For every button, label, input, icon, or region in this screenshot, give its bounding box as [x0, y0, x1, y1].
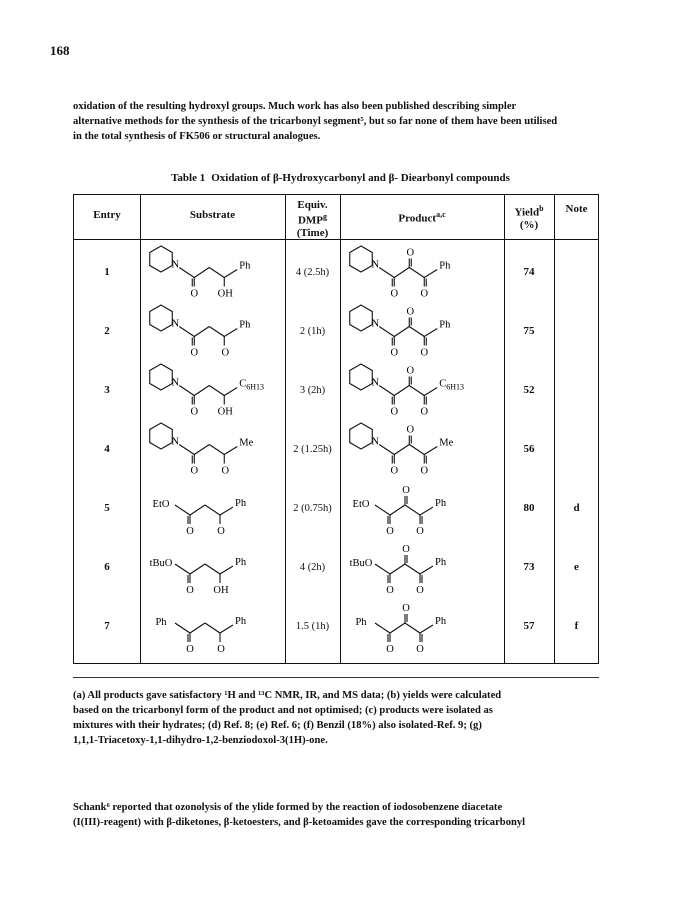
substituent-label: O — [221, 347, 230, 359]
bond — [405, 505, 420, 515]
note-ref — [554, 420, 599, 478]
yield-value: 52 — [523, 384, 535, 396]
header-equiv-line3: (Time) — [296, 226, 329, 239]
substituent-label: O — [221, 465, 230, 477]
bond — [420, 625, 433, 633]
note-ref — [554, 302, 599, 360]
table-row — [74, 361, 598, 419]
oxygen-label: O — [190, 406, 199, 418]
bond — [179, 268, 194, 278]
oxygen-label: O — [420, 406, 429, 418]
substituent-label: OH — [217, 406, 233, 418]
bond — [194, 268, 209, 278]
nitrogen-label: N — [371, 259, 380, 271]
note-ref — [554, 243, 599, 301]
substituent-label: O — [217, 526, 225, 537]
header-equiv-line2: DMP$^g$ — [297, 212, 328, 227]
subscript: 6H13 — [246, 382, 265, 392]
oxygen-label: O — [190, 347, 199, 359]
substituent-left: EtO — [352, 499, 370, 510]
bond — [209, 386, 224, 396]
substituent-right: $C_{6H13}$ — [439, 378, 465, 392]
substituent-left: Ph — [155, 617, 167, 628]
bond — [405, 623, 420, 633]
product-structure — [341, 538, 503, 601]
equiv-time: 2 (1.25h) — [293, 443, 332, 455]
bond — [390, 623, 405, 633]
closing-paragraph — [73, 800, 613, 830]
bond — [190, 505, 205, 515]
bond — [409, 327, 424, 337]
bond — [190, 564, 205, 574]
footnote-line: (a) All products gave satisfactory ¹H and ¹³C NMR, IR, and MS data; (b) yields were calculated — [73, 690, 502, 701]
entry-number: 4 — [104, 443, 110, 455]
bond — [375, 564, 390, 574]
table-row — [74, 243, 598, 301]
piperidine-ring — [350, 423, 373, 449]
structure-drawing — [141, 420, 283, 478]
footnote-line: mixtures with their hydrates; (d) Ref. 8; (e) Ref. 6; (f) Benzil (18%) also isolated-Ref. 9; (g) — [73, 720, 482, 731]
entry-number: 5 — [104, 502, 110, 514]
oxygen-label: O — [386, 644, 394, 655]
substituent-label: OH — [217, 288, 233, 300]
bond — [405, 564, 420, 574]
piperidine-ring — [350, 364, 373, 390]
bond — [175, 505, 190, 515]
substituent-right: $C_{6H13}$ — [239, 378, 265, 392]
entry-number: 1 — [104, 266, 110, 278]
entry-number: 2 — [104, 325, 110, 337]
equiv-time: 3 (2h) — [299, 384, 326, 396]
nitrogen-label: N — [171, 259, 180, 271]
structure-drawing — [341, 538, 503, 596]
substrate-structure — [141, 538, 283, 601]
bond — [394, 268, 409, 278]
table-row — [74, 597, 598, 655]
footnote-rule — [73, 677, 599, 678]
header-equiv — [285, 199, 340, 239]
oxygen-label: O — [406, 365, 415, 377]
yield-value: 57 — [523, 620, 535, 632]
note-ref — [554, 361, 599, 419]
structure-drawing — [341, 243, 503, 301]
yield-value: 74 — [523, 266, 535, 278]
bond — [194, 327, 209, 337]
yield-value: 80 — [523, 502, 535, 514]
bond — [209, 445, 224, 455]
bond — [175, 564, 190, 574]
oxygen-label: O — [386, 526, 394, 537]
table-row — [74, 538, 598, 596]
header-entry: Entry — [93, 209, 121, 221]
structure-drawing — [341, 361, 503, 419]
structure-drawing — [141, 361, 283, 419]
nitrogen-label: N — [171, 318, 180, 330]
bond — [420, 507, 433, 515]
bond — [420, 566, 433, 574]
equiv-time: 1.5 (1h) — [295, 620, 330, 632]
bond — [375, 623, 390, 633]
substrate-structure — [141, 361, 283, 424]
oxygen-label: O — [420, 465, 429, 477]
bond — [220, 507, 233, 515]
footnote-line: based on the tricarbonyl form of the product and not optimised; (c) products were isolated as — [73, 705, 493, 716]
oxygen-label: O — [386, 585, 394, 596]
substituent-label: OH — [213, 585, 229, 596]
entry-number: 3 — [104, 384, 110, 396]
bond — [379, 327, 394, 337]
oxygen-label: O — [416, 526, 424, 537]
substituent-left: EtO — [152, 499, 170, 510]
bond — [179, 445, 194, 455]
header-product: Product$^{a,c}$ — [398, 210, 446, 225]
table-title: Oxidation of β-Hydroxycarbonyl and β- Diearbonyl compounds — [211, 172, 510, 184]
note-ref: f — [574, 620, 579, 632]
footnote-line: 1,1,1-Triacetoxy-1,1-dihydro-1,2-benziodoxol-3(1H)-one. — [73, 735, 328, 746]
bond — [205, 623, 220, 633]
bond — [224, 388, 237, 396]
bond — [194, 445, 209, 455]
substrate-structure — [141, 479, 283, 542]
bond — [394, 386, 409, 396]
substituent-right: Ph — [239, 319, 251, 331]
oxygen-label: O — [420, 288, 429, 300]
oxygen-label: O — [416, 644, 424, 655]
bond — [424, 447, 437, 455]
substituent-right: Ph — [435, 498, 447, 509]
piperidine-ring — [150, 246, 173, 272]
equiv-time: 2 (0.75h) — [293, 502, 332, 514]
substituent-right: Me — [239, 437, 254, 449]
substrate-structure — [141, 302, 283, 365]
bond — [220, 625, 233, 633]
substituent-left: tBuO — [349, 558, 373, 569]
structure-drawing — [341, 302, 503, 360]
oxygen-label: O — [190, 288, 199, 300]
piperidine-ring — [150, 364, 173, 390]
bond — [179, 386, 194, 396]
nitrogen-label: N — [171, 436, 180, 448]
structure-drawing — [141, 479, 283, 537]
bond — [224, 270, 237, 278]
product-structure — [341, 420, 503, 483]
oxygen-label: O — [402, 544, 410, 555]
page-number: 168 — [50, 43, 70, 58]
yield-value: 56 — [523, 443, 535, 455]
piperidine-ring — [150, 305, 173, 331]
oxygen-label: O — [406, 424, 415, 436]
bond — [175, 623, 190, 633]
bond — [375, 505, 390, 515]
bond — [424, 329, 437, 337]
substituent-right: Ph — [435, 616, 447, 627]
oxygen-label: O — [390, 406, 399, 418]
intro-line: in the total synthesis of FK506 or structural analogues. — [73, 131, 321, 142]
substituent-right: Ph — [439, 260, 451, 272]
product-structure — [341, 597, 503, 660]
bond — [379, 445, 394, 455]
header-note: Note — [565, 203, 588, 215]
equiv-time: 4 (2.5h) — [295, 266, 330, 278]
yield-value: 73 — [523, 561, 535, 573]
substrate-structure — [141, 420, 283, 483]
bond — [390, 564, 405, 574]
substituent-right: Ph — [235, 616, 247, 627]
substituent-right: Ph — [435, 557, 447, 568]
table-caption — [0, 172, 681, 184]
note-ref: d — [573, 502, 580, 514]
piperidine-ring — [350, 246, 373, 272]
closing-line: Schank⁶ reported that ozonolysis of the ylide formed by the reaction of iodosobenzene diacetate — [73, 802, 503, 813]
oxygen-label: O — [420, 347, 429, 359]
header-substrate: Substrate — [189, 209, 236, 221]
table-row — [74, 420, 598, 478]
closing-line: (I(III)-reagent) with β-diketones, β-ketoesters, and β-ketoamides gave the corresponding tricarbonyl — [73, 817, 526, 828]
oxygen-label: O — [186, 644, 194, 655]
bond — [409, 268, 424, 278]
substituent-right: Ph — [235, 498, 247, 509]
intro-paragraph — [73, 99, 613, 144]
bond — [424, 270, 437, 278]
bond — [390, 505, 405, 515]
nitrogen-label: N — [371, 377, 380, 389]
table-row — [74, 302, 598, 360]
structure-drawing — [341, 420, 503, 478]
bond — [209, 268, 224, 278]
bond — [424, 388, 437, 396]
entry-number: 6 — [104, 561, 110, 573]
product-structure — [341, 243, 503, 306]
substituent-left: tBuO — [149, 558, 173, 569]
header-divider — [74, 239, 598, 240]
bond — [394, 327, 409, 337]
product-structure — [341, 302, 503, 365]
substituent-left: Ph — [355, 617, 367, 628]
oxygen-label: O — [406, 306, 415, 318]
bond — [190, 623, 205, 633]
bond — [179, 327, 194, 337]
equiv-time: 2 (1h) — [299, 325, 326, 337]
oxygen-label: O — [190, 465, 199, 477]
nitrogen-label: N — [371, 318, 380, 330]
bond — [394, 445, 409, 455]
oxygen-label: O — [186, 585, 194, 596]
table-footnotes — [73, 688, 613, 748]
yield-value: 75 — [523, 325, 535, 337]
bond — [224, 447, 237, 455]
bond — [409, 445, 424, 455]
bond — [379, 268, 394, 278]
header-yield: Yield$^b$ (%) — [514, 204, 544, 231]
oxygen-label: O — [402, 485, 410, 496]
table-label: Table 1 — [171, 172, 206, 184]
bond — [379, 386, 394, 396]
oxygen-label: O — [390, 465, 399, 477]
structure-drawing — [141, 243, 283, 301]
bond — [194, 386, 209, 396]
substrate-structure — [141, 597, 283, 660]
structure-drawing — [141, 538, 283, 596]
piperidine-ring — [150, 423, 173, 449]
bond — [220, 566, 233, 574]
structure-drawing — [341, 479, 503, 537]
oxidation-table — [73, 194, 599, 664]
oxygen-label: O — [416, 585, 424, 596]
substituent-label: O — [217, 644, 225, 655]
substituent-right: Ph — [439, 319, 451, 331]
bond — [409, 386, 424, 396]
note-ref: e — [574, 561, 579, 573]
oxygen-label: O — [390, 347, 399, 359]
substituent-right: Me — [439, 437, 454, 449]
bond — [205, 505, 220, 515]
structure-drawing — [341, 597, 503, 655]
bond — [209, 327, 224, 337]
oxygen-label: O — [186, 526, 194, 537]
oxygen-label: O — [406, 247, 415, 259]
oxygen-label: O — [390, 288, 399, 300]
oxygen-label: O — [402, 603, 410, 614]
product-structure — [341, 479, 503, 542]
bond — [205, 564, 220, 574]
header-equiv-line1: Equiv. — [297, 199, 328, 211]
substrate-structure — [141, 243, 283, 306]
bond — [224, 329, 237, 337]
substituent-right: Ph — [239, 260, 251, 272]
product-structure — [341, 361, 503, 424]
piperidine-ring — [350, 305, 373, 331]
intro-line: alternative methods for the synthesis of the tricarbonyl segment⁵, but so far none of them have been utilised — [73, 116, 558, 127]
entry-number: 7 — [104, 620, 110, 632]
structure-drawing — [141, 302, 283, 360]
table-row — [74, 479, 598, 537]
structure-drawing — [141, 597, 283, 655]
nitrogen-label: N — [171, 377, 180, 389]
intro-line: oxidation of the resulting hydroxyl groups. Much work has also been published describing simpler — [73, 101, 517, 112]
nitrogen-label: N — [371, 436, 380, 448]
equiv-time: 4 (2h) — [299, 561, 326, 573]
subscript: 6H13 — [446, 382, 465, 392]
substituent-right: Ph — [235, 557, 247, 568]
